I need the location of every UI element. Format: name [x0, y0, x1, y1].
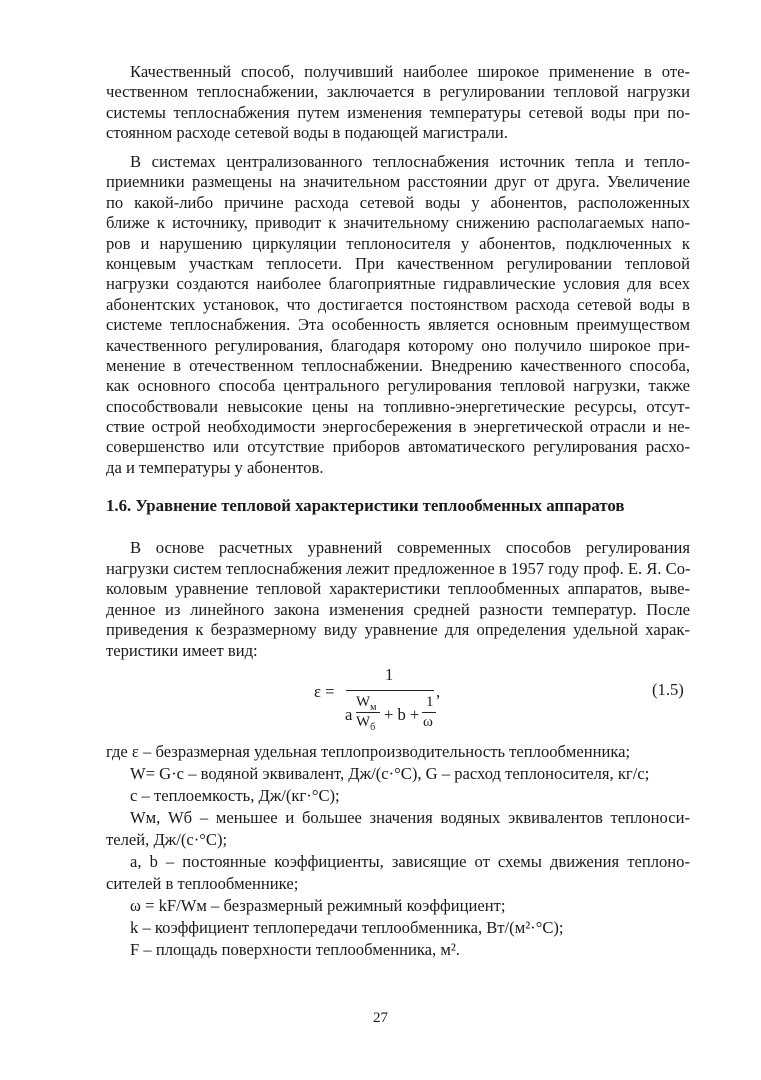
text-line: абонентских установок, что достигается постоянством расхода сетевой воды в: [106, 294, 690, 314]
text-line: теристики имеет вид:: [106, 640, 258, 660]
paragraph-2: [106, 152, 690, 478]
definition-line: где ε – безразмерная удельная теплопроизводительность теплообменника;: [106, 742, 631, 761]
text-line: ров и нарушению циркуляции теплоносителя у абонентов, подключенных к: [106, 233, 690, 253]
formula-omega: ω: [423, 714, 433, 730]
text-line: приемники размещены на значительном расстоянии друг от друга. Увеличение: [106, 172, 690, 192]
text-line: системы теплоснабжения путем изменения температуры сетевой воды при по-: [106, 102, 690, 122]
text-line: стоянном расходе сетевой воды в подающей магистрали.: [106, 123, 508, 143]
text-line: по какой-либо причине расхода сетевой воды у абонентов, расположенных: [106, 192, 690, 212]
page-number: 27: [373, 1010, 388, 1026]
definition-line: a, b – постоянные коэффициенты, зависящие от схемы движения теплоно-: [130, 852, 690, 871]
text-line: концевым участкам теплосети. При качественном регулировании тепловой: [106, 253, 690, 273]
text-line: да и температуры у абонентов.: [106, 457, 324, 477]
paragraph-3: [106, 538, 690, 662]
text-line: способствовали невысокие цены на топливно-энергетические ресурсы, отсут-: [106, 396, 690, 416]
text-line: приведения к безразмерному виду уравнение для определения удельной харак-: [106, 620, 690, 640]
definition-line: сителей в теплообменнике;: [106, 874, 299, 893]
text-line: нагрузки систем теплоснабжения лежит предложенное в 1957 году проф. Е. Я. Со-: [106, 558, 691, 578]
text-line: как основного способа центрального регулирования тепловой нагрузки, также: [106, 376, 690, 396]
formula-wb: $W_б$: [356, 714, 376, 733]
section-heading: 1.6. Уравнение тепловой характеристики теплообменных аппаратов: [106, 496, 625, 515]
formula-wm: $W_м$: [356, 694, 377, 713]
text-line: В системах централизованного теплоснабжения источник тепла и тепло-: [130, 152, 690, 171]
formula-lhs: ε =: [314, 682, 335, 701]
text-line: Качественный способ, получивший наиболее широкое применение в оте-: [130, 62, 690, 81]
text-line: совершенство или отсутствие приборов автоматического регулирования расхо-: [106, 437, 690, 457]
definition-line: Wм, Wб – меньшее и большее значения водяных эквивалентов теплоноси-: [130, 808, 690, 827]
text-line: коловым уравнение тепловой характеристики теплообменных аппаратов, выве-: [106, 579, 690, 599]
formula-plus-b: + b +: [384, 705, 420, 724]
formula-numerator: 1: [385, 665, 394, 684]
text-line: системе теплоснабжения. Эта особенность является основным преимуществом: [106, 315, 690, 335]
equation-number: (1.5): [652, 680, 684, 699]
definition-line: телей, Дж/(с·°С);: [106, 830, 228, 849]
text-line: качественного регулирования, благодаря которому оно получило широкое при-: [106, 335, 690, 355]
inner-fraction-bar-2: [422, 712, 436, 713]
paragraph-1: [106, 62, 690, 144]
text-line: ствие острой необходимости энергосбережения в энергетической отрасли и не-: [106, 417, 690, 437]
text-line: ближе к источнику, приводит к значительному снижению располагаемых напо-: [106, 213, 690, 233]
formula-a: a: [345, 705, 353, 724]
fraction-bar: [346, 690, 434, 691]
definition-line: k – коэффициент теплопередачи теплообменника, Вт/(м²·°С);: [130, 918, 564, 937]
definition-line: F – площадь поверхности теплообменника, м².: [130, 940, 460, 959]
text-line: менение в отечественном теплоснабжении. Внедрению качественного способа,: [106, 355, 690, 375]
inner-fraction-bar: [356, 712, 380, 713]
text-line: чественном теплоснабжении, заключается в регулировании тепловой нагрузки: [106, 82, 690, 102]
definition-line: с – теплоемкость, Дж/(кг·°С);: [130, 786, 340, 805]
formula-comma: ,: [436, 682, 441, 701]
text-line: нагрузки создаются наиболее благоприятные гидравлические условия для всех: [106, 274, 690, 294]
formula-one: 1: [426, 694, 434, 710]
definitions: [106, 741, 690, 961]
text-line: В основе расчетных уравнений современных способов регулирования: [130, 538, 690, 557]
equation-1-5: [0, 666, 761, 736]
definition-line: W= G·c – водяной эквивалент, Дж/(с·°С), G – расход теплоносителя, кг/с;: [130, 764, 650, 783]
text-line: денное из линейного закона изменения средней разности температур. После: [106, 599, 690, 619]
definition-line: ω = kF/Wм – безразмерный режимный коэффициент;: [130, 896, 506, 915]
